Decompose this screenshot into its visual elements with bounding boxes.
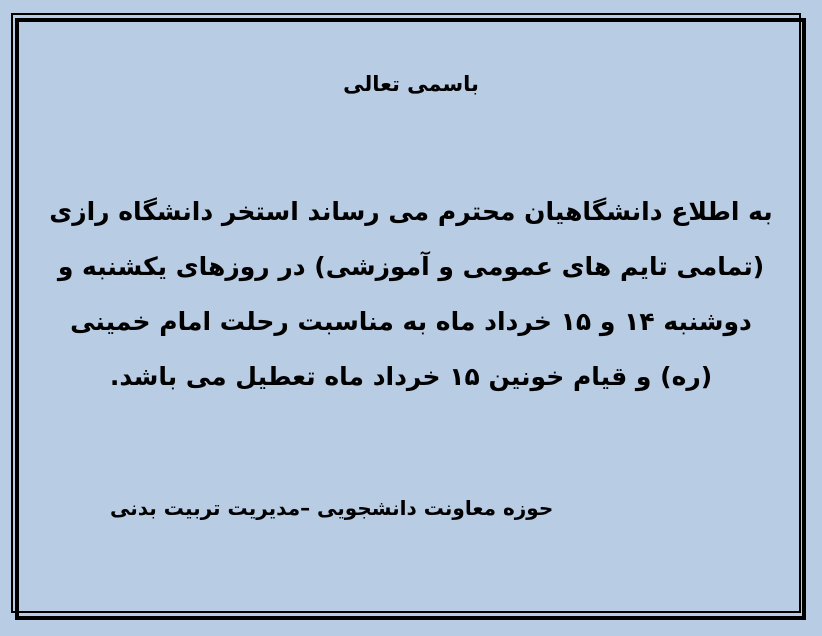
announcement-body: به اطلاع دانشگاهیان محترم می رساند استخر دانشگاه رازی (تمامی تایم های عمومی و آموزشی) در روزهای یکشنبه و دوشنبه ۱۴ و ۱۵ خرداد ماه به مناسبت رحلت امام خمینی (ره) و قیام خونین ۱۵ خرداد ماه تعطیل می باشد.	[49, 197, 773, 391]
bismillah-heading: باسمی تعالی	[343, 72, 479, 96]
signature-line: حوزه معاونت دانشجویی –مدیریت تربیت بدنی	[110, 496, 554, 520]
